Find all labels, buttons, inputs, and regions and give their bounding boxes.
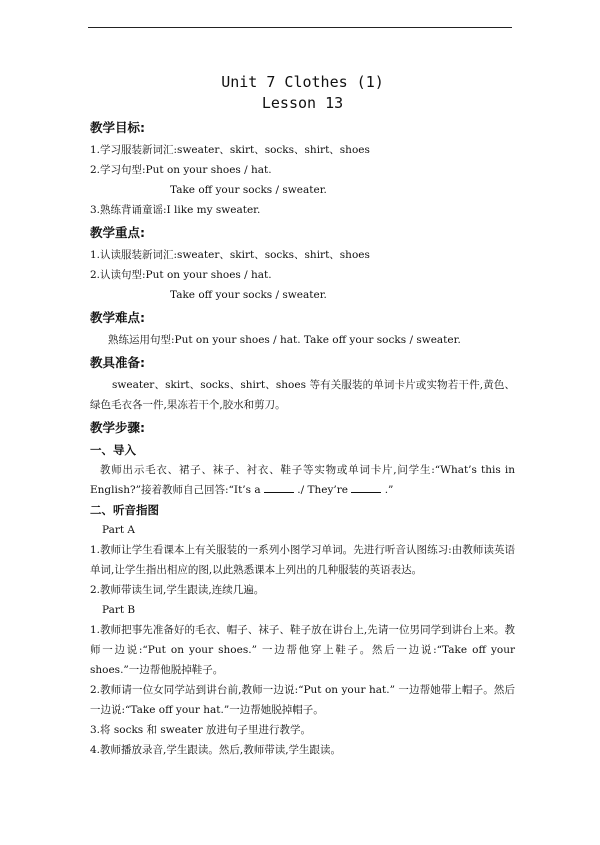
step1-text-c: .” [384, 484, 394, 496]
key-line-1: 1.认读服装新词汇:sweater、skirt、socks、shirt、shoes [90, 249, 370, 261]
header-rule [88, 27, 512, 28]
part-a-item-1: 1.教师让学生看课本上有关服装的一系列小图学习单词。先进行听音认图练习:由教师读英语单词,让学生指出相应的图,以此熟悉课本上列出的几种服装的英语表达。 [90, 544, 515, 576]
step1-text-a: 教师出示毛衣、裙子、袜子、衬衣、鞋子等实物或单词卡片,问学生:“What’s this in English?”接着教师自己回答:“It’s a [90, 464, 515, 496]
document-page [90, 70, 515, 760]
part-b-item-2: 2.教师请一位女同学站到讲台前,教师一边说:“Put on your hat.” 一边帮她带上帽子。然后一边说:“Take off your hat.”一边帮她脱掉帽子。 [90, 684, 515, 716]
part-a-label: Part A [102, 524, 136, 536]
steps-heading: 教学步骤: [90, 420, 145, 435]
goals-line-4: 3.熟练背诵童谣:I like my sweater. [90, 204, 261, 216]
part-a-item-2: 2.教师带读生词,学生跟读,连续几遍。 [90, 584, 265, 596]
difficult-heading: 教学难点: [90, 310, 145, 325]
goals-line-2: 2.学习句型:Put on your shoes / hat. [90, 164, 272, 176]
part-b-item-4: 4.教师播放录音,学生跟读。然后,教师带读,学生跟读。 [90, 744, 342, 756]
step2-title: 二、听音指图 [90, 503, 159, 517]
key-line-3: Take off your socks / sweater. [170, 289, 327, 301]
step1-text [90, 460, 515, 500]
answer-blank-2 [351, 482, 381, 493]
unit-title: Unit 7 Clothes (1) [221, 73, 384, 91]
part-b-item-3: 3.将 socks 和 sweater 放进句子里进行教学。 [90, 724, 312, 736]
goals-line-1: 1.学习服装新词汇:sweater、skirt、socks、shirt、shoes [90, 144, 370, 156]
difficult-line-1: 熟练运用句型:Put on your shoes / hat. Take off your socks / sweater. [108, 334, 461, 346]
answer-blank-1 [264, 482, 294, 493]
goals-heading: 教学目标: [90, 120, 145, 135]
part-b-item-1: 1.教师把事先准备好的毛衣、帽子、袜子、鞋子放在讲台上,先请一位男同学到讲台上来。教师一边说:“Put on your shoes.” 一边帮他穿上鞋子。然后一边说:“Take off your shoes.”一边帮他脱掉鞋子。 [90, 624, 515, 676]
step1-text-b: ./ They’re [297, 484, 348, 496]
key-line-2: 2.认读句型:Put on your shoes / hat. [90, 269, 272, 281]
prep-text: sweater、skirt、socks、shirt、shoes 等有关服装的单词卡片或实物若干件,黄色、绿色毛衣各一件,果冻若干个,胶水和剪刀。 [90, 379, 515, 411]
prep-heading: 教具准备: [90, 355, 145, 370]
step1-title: 一、导入 [90, 443, 136, 457]
part-b-label: Part B [102, 604, 136, 616]
goals-line-3: Take off your socks / sweater. [170, 184, 327, 196]
lesson-title: Lesson 13 [261, 94, 344, 112]
key-heading: 教学重点: [90, 225, 145, 240]
